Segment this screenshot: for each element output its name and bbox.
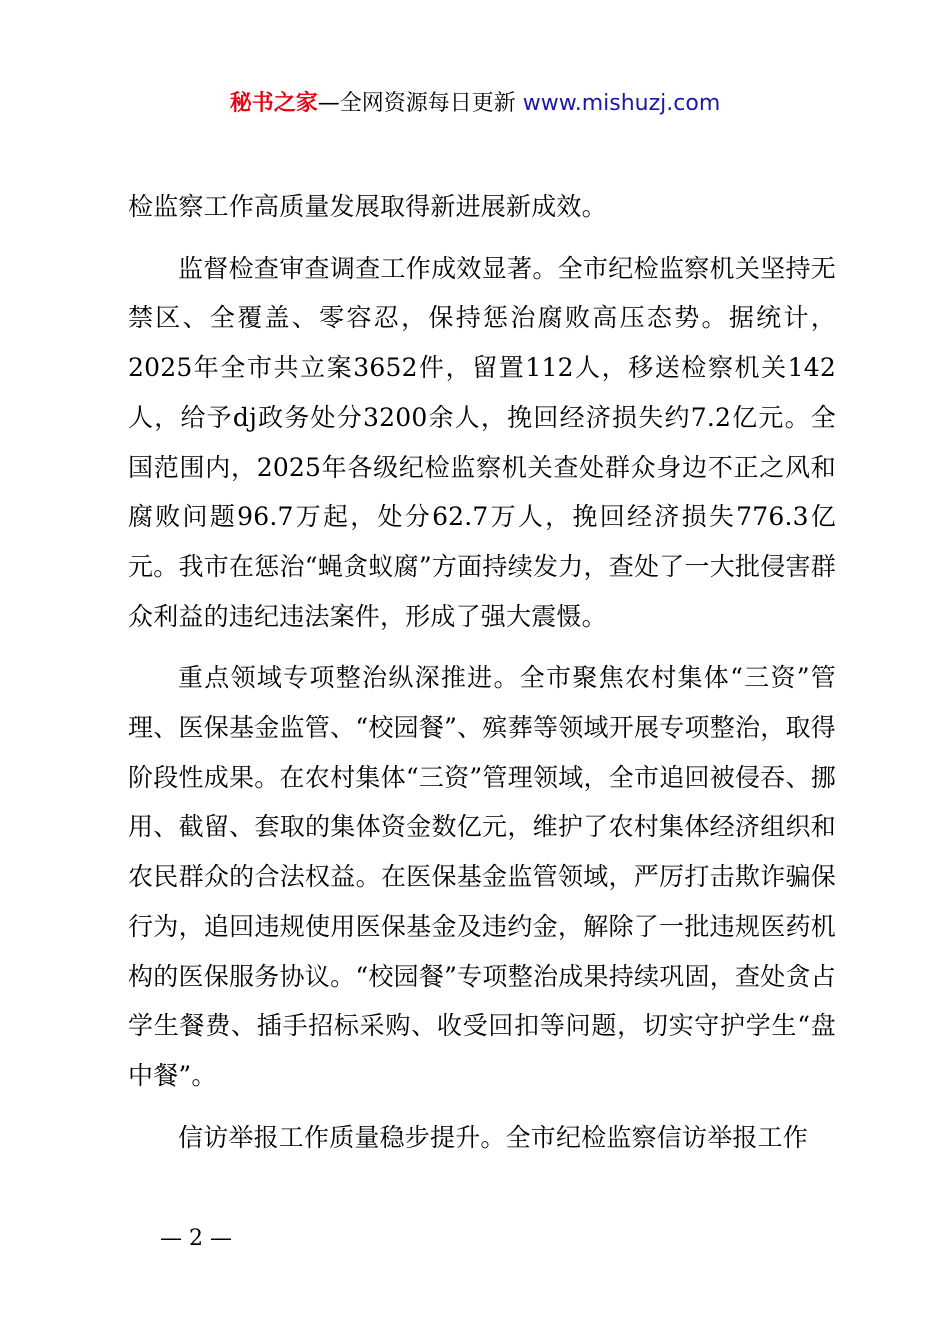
- paragraph-supervision: 监督检查审查调查工作成效显著。全市纪检监察机关坚持无禁区、全覆盖、零容忍，保持惩治腐败高压态势。据统计，2025年全市共立案3652件，留置112人，移送检察机关142人，给予dj政务处分3200余人，挽回经济损失约7.2亿元。全国范围内，2025年各级纪检监察机关查处群众身边不正之风和腐败问题96.7万起，处分62.7万人，挽回经济损失776.3亿元。我市在惩治“蝇贪蚁腐”方面持续发力，查处了一大批侵害群众利益的违纪违法案件，形成了强大震慑。: [128, 253, 836, 631]
- paragraph-petition-reporting: 信访举报工作质量稳步提升。全市纪检监察信访举报工作: [178, 1122, 809, 1152]
- page-number: — 2 —: [160, 1226, 232, 1251]
- site-watermark-header: [0, 86, 950, 122]
- brand-name: 秘书之家: [229, 91, 318, 116]
- paragraph-continuation: 检监察工作高质量发展取得新进展新成效。: [128, 192, 607, 221]
- paragraph-special-rectification: 重点领域专项整治纵深推进。全市聚焦农村集体“三资”管理、医保基金监管、“校园餐”、殡葬等领域开展专项整治，取得阶段性成果。在农村集体“三资”管理领域，全市追回被侵吞、挪用、截留、套取的集体资金数亿元，维护了农村集体经济组织和农民群众的合法权益。在医保基金监管领域，严厉打击欺诈骗保行为，追回违规使用医保基金及违约金，解除了一批违规医药机构的医保服务协议。“校园餐”专项整治成果持续巩固，查处贪占学生餐费、插手招标采购、收受回扣等问题，切实守护学生“盘中餐”。: [128, 663, 836, 1090]
- brand-tagline: —全网资源每日更新: [317, 91, 523, 116]
- document-body: [128, 182, 836, 1162]
- site-url: www.mishuzj.com: [522, 91, 721, 116]
